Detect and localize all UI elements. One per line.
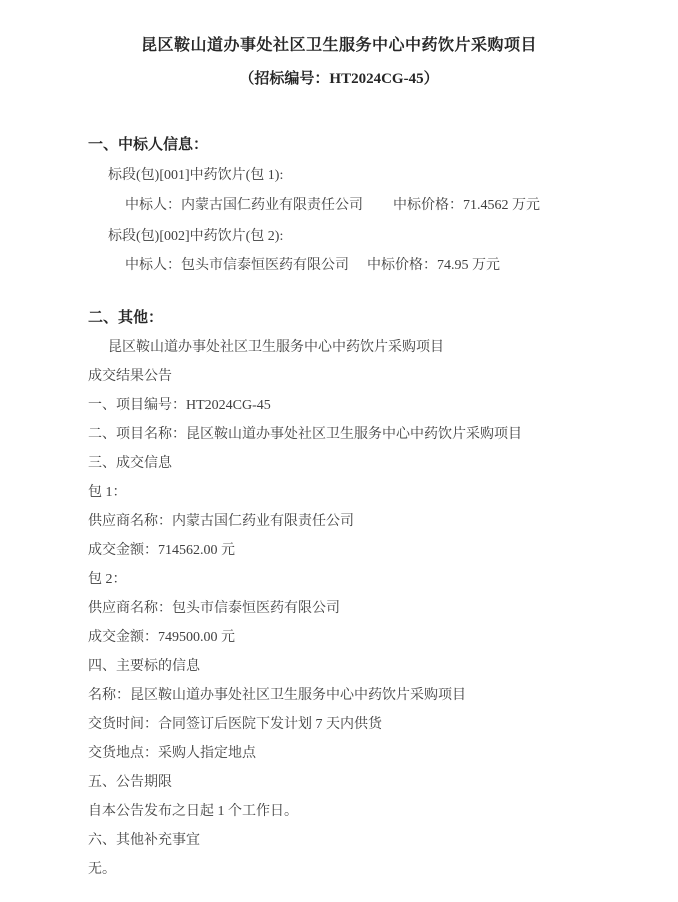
lot-1-label: 标段(包)[001]中药饮片(包 1): (108, 168, 284, 183)
document-body (0, 135, 678, 880)
section-other (88, 308, 622, 880)
paragraph-amount-2: 成交金额：749500.00 元 (88, 630, 235, 645)
paragraph-announcement-period: 自本公告发布之日起 1 个工作日。 (88, 804, 298, 819)
lot-1-winner-price: 中标价格：71.4562 万元 (393, 198, 540, 213)
paragraph-project-number: 一、项目编号：HT2024CG-45 (88, 398, 271, 413)
paragraph-supplier-2: 供应商名称：包头市信泰恒医药有限公司 (88, 601, 340, 616)
paragraph-project-title: 二、项目名称：昆区鞍山道办事处社区卫生服务中心中药饮片采购项目 (88, 427, 522, 442)
paragraph-delivery-time: 交货时间：合同签订后医院下发计划 7 天内供货 (88, 717, 382, 732)
section-other-heading: 二、其他： (88, 310, 164, 326)
paragraph-package-1: 包 1： (88, 485, 127, 500)
paragraph-result-announcement: 成交结果公告 (88, 369, 172, 384)
paragraph-delivery-place: 交货地点：采购人指定地点 (88, 746, 256, 761)
lot-2-winner-row (88, 256, 622, 276)
lot-2-winner-price: 中标价格：74.95 万元 (367, 258, 500, 273)
lot-1-winner-row (88, 196, 622, 216)
paragraph-deal-info-heading: 三、成交信息 (88, 456, 172, 471)
section-winner-info (88, 135, 622, 276)
paragraph-supplier-1: 供应商名称：内蒙古国仁药业有限责任公司 (88, 514, 354, 529)
paragraph-amount-1: 成交金额：714562.00 元 (88, 543, 235, 558)
document-subtitle-tender-number: （招标编号：HT2024CG-45） (239, 71, 439, 87)
document-title: 昆区鞍山道办事处社区卫生服务中心中药饮片采购项目 (140, 37, 537, 54)
section-winner-heading: 一、中标人信息： (88, 137, 209, 153)
paragraph-project-name: 昆区鞍山道办事处社区卫生服务中心中药饮片采购项目 (108, 340, 444, 355)
paragraph-supplementary-heading: 六、其他补充事宜 (88, 833, 200, 848)
lot-2-label: 标段(包)[002]中药饮片(包 2): (108, 229, 284, 244)
lot-2-winner-name: 中标人：包头市信泰恒医药有限公司 (125, 258, 349, 273)
paragraph-package-2: 包 2： (88, 572, 127, 587)
paragraph-announcement-period-heading: 五、公告期限 (88, 775, 172, 790)
paragraph-supplementary-none: 无。 (88, 862, 116, 877)
paragraph-subject-info-heading: 四、主要标的信息 (88, 659, 200, 674)
lot-1-winner-name: 中标人：内蒙古国仁药业有限责任公司 (125, 198, 363, 213)
paragraph-subject-name: 名称：昆区鞍山道办事处社区卫生服务中心中药饮片采购项目 (88, 688, 466, 703)
